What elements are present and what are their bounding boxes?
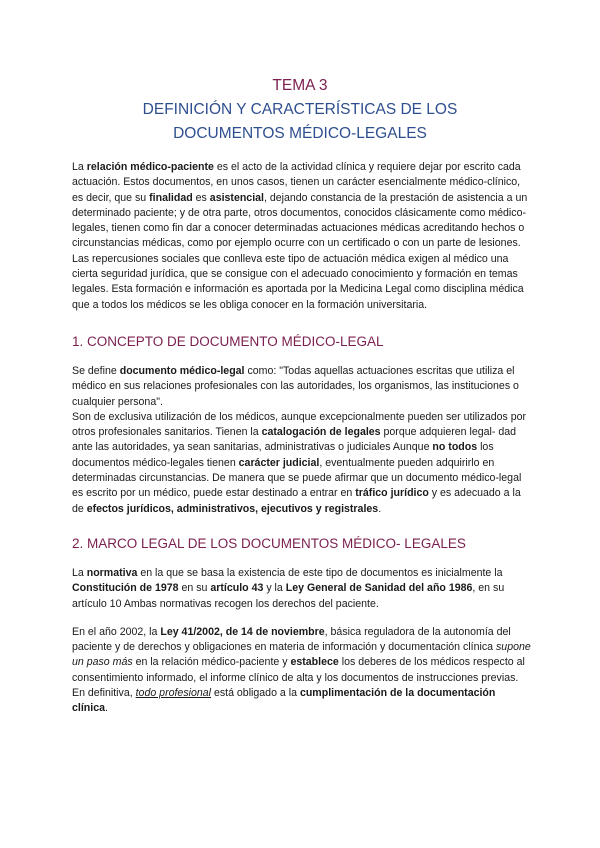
s2p1-bold-2: artículo 43 bbox=[210, 582, 264, 595]
s2p1-text-1: en la que se basa la existencia de este tipo de documentos es inicialmente la bbox=[137, 566, 503, 579]
s2p2-text-4: está obligado a la bbox=[211, 687, 300, 700]
s1p2-bold-3: tráfico jurídico bbox=[355, 487, 429, 500]
s1p2-bold-1: no todos bbox=[432, 441, 478, 454]
s2p2-italic-0: supone un paso más bbox=[72, 641, 531, 669]
intro-bold-1: finalidad bbox=[149, 191, 193, 204]
section-1-heading: 1. CONCEPTO DE DOCUMENTO MÉDICO-LEGAL bbox=[72, 333, 384, 349]
s2p1-text-0: La bbox=[72, 566, 87, 579]
s1p1-bold-0: documento médico-legal bbox=[119, 364, 245, 377]
document-title bbox=[0, 74, 600, 146]
s2p1-text-4: , en su artículo 10 Ambas normativas recogen los derechos del paciente. bbox=[72, 582, 505, 610]
intro-bold-0: relación médico-paciente bbox=[86, 161, 214, 173]
section-2-paragraph-1 bbox=[72, 566, 532, 612]
intro-text-0: La bbox=[72, 161, 87, 173]
s1p1-text-0: Se define bbox=[72, 364, 120, 377]
title-line-1: TEMA 3 bbox=[272, 77, 328, 94]
title-line-3: DOCUMENTOS MÉDICO-LEGALES bbox=[173, 125, 427, 142]
document-body bbox=[72, 160, 532, 717]
s1p2-text-4: y es adecuado a la de bbox=[72, 487, 521, 515]
s1p2-text-5: . bbox=[378, 502, 382, 515]
s2p2-bold-2: cumplimentación de la documentación clínica bbox=[72, 687, 496, 715]
intro-text-2: es bbox=[192, 191, 210, 204]
s2p1-text-3: y la bbox=[263, 582, 286, 595]
s2p1-bold-3: Ley General de Sanidad del año 1986 bbox=[285, 582, 473, 595]
s2p1-text-2: en su bbox=[178, 582, 211, 595]
s1p2-text-2: los documentos médico-legales tienen bbox=[72, 441, 494, 469]
title-line-2: DEFINICIÓN Y CARACTERÍSTICAS DE LOS bbox=[142, 101, 458, 118]
s1p2-text-3: , eventualmente pueden adquirirlo en determinadas circunstancias. De manera que se puede afirmar que un documento médico-legal es escrito por un médico, puede estar destinado a entrar en bbox=[72, 456, 522, 500]
s1p2-bold-0: catalogación de legales bbox=[261, 426, 381, 439]
intro-text-3: , dejando constancia de la prestación de asistencia a un determinado paciente; y de otra parte, otros documentos, conocidos clásicamente como médico-legales, tienen como fin dar a conocer determinadas actuaciones médicas acreditando hechos o circunstancias médicas, como por ejemplo ocurre con un certificado o con un parte de lesiones. Las repercusiones sociales que conlleva este tipo de actuación médica exigen al médico una cierta seguridad jurídica, que se consigue con el adecuado conocimiento y formación en temas legales. Esta formación e información es aportada por la Medicina Legal como disciplina médica que a todos los médicos se les obliga conocer en la formación universitaria. bbox=[72, 191, 528, 311]
s2p2-text-5: . bbox=[104, 702, 108, 715]
s2p2-underline-0: todo profesional bbox=[135, 687, 211, 700]
s2p2-text-1: , básica reguladora de la autonomía del paciente y de derechos y obligaciones en materia de información y documentación clínica bbox=[72, 625, 511, 654]
s2p1-bold-0: normativa bbox=[86, 566, 138, 579]
intro-bold-2: asistencial bbox=[209, 191, 264, 204]
section-1-paragraph-2 bbox=[72, 410, 532, 517]
s1p2-bold-2: carácter judicial bbox=[238, 456, 320, 469]
s2p2-bold-0: Ley 41/2002, de 14 de noviembre bbox=[160, 625, 325, 638]
intro-paragraph bbox=[72, 160, 532, 313]
s2p2-text-0: En el año 2002, la bbox=[72, 625, 161, 638]
s1p2-bold-4: efectos jurídicos, administrativos, ejecutivos y registrales bbox=[86, 502, 379, 515]
section-1-paragraph-1 bbox=[72, 364, 532, 410]
s1p1-text-1: como: "Todas aquellas actuaciones escritas que utiliza el médico en sus relaciones profesionales con las autoridades, los organismos, las instituciones o cualquier persona". bbox=[72, 364, 519, 408]
s2p1-bold-1: Constitución de 1978 bbox=[72, 582, 179, 595]
section-2-paragraph-2 bbox=[72, 625, 532, 717]
s2p2-text-3: los deberes de los médicos respecto al consentimiento informado, el informe clínico de alta y los documentos de instrucciones previas. En definitiva, bbox=[72, 656, 525, 700]
section-2-heading: 2. MARCO LEGAL DE LOS DOCUMENTOS MÉDICO- LEGALES bbox=[72, 535, 466, 551]
s2p2-bold-1: establece bbox=[290, 656, 339, 669]
intro-text-1: es el acto de la actividad clínica y requiere dejar por escrito cada actuación. Estos documentos, en unos casos, tienen un carácter esencialmente médico-clínico, es decir, que su bbox=[72, 161, 521, 204]
s1p2-text-0: Son de exclusiva utilización de los médicos, aunque excepcionalmente pueden ser utilizados por otros profesionales sanitarios. Tienen la bbox=[72, 410, 527, 439]
s2p2-text-2: en la relación médico-paciente y bbox=[132, 656, 291, 669]
s1p2-text-1: porque adquieren legal- dad ante las autoridades, ya sean sanitarias, administrativas o judiciales Aunque bbox=[72, 426, 517, 454]
